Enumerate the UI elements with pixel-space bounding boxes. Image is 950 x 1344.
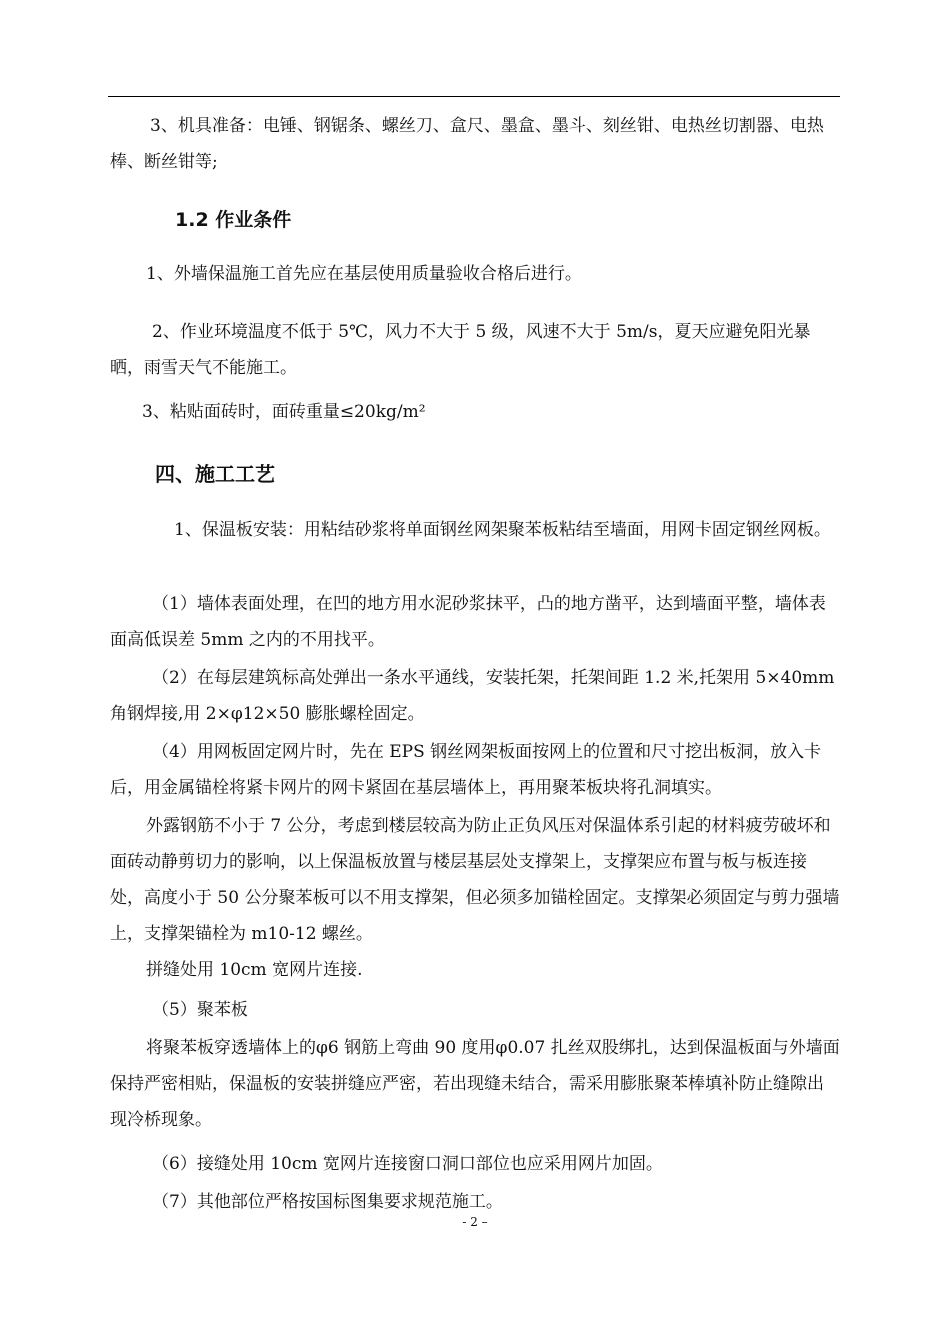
step-2-paragraph: （2）在每层建筑标高处弹出一条水平通线，安装托架，托架间距 1.2 米,托架用 5×40mm 角钢焊接,用 2×φ12×50 膨胀螺栓固定。 (110, 668, 835, 724)
step-4-paragraph: （4）用网板固定网片时，先在 EPS 钢丝网架板面按网上的位置和尺寸挖出板洞，放入卡后，用金属锚栓将紧卡网片的网卡紧固在基层墙体上，再用聚苯板块将孔洞填实。 (110, 742, 822, 798)
condition-1-paragraph: 1、外墙保温施工首先应在基层使用质量验收合格后进行。 (146, 264, 582, 284)
rebar-paragraph: 外露钢筋不小于 7 公分，考虑到楼层较高为防止正负风压对保温体系引起的材料疲劳破坏和面砖动静剪切力的影响，以上保温板放置与楼层基层处支撑架上，支撑架应布置与板与板连接处，高度小于 50 公分聚苯板可以不用支撑架，但必须多加锚栓固定。支撑架必须固定与剪力强墙上，支撑架锚栓为 m10-12 螺丝。 (110, 816, 840, 944)
joint-paragraph: 拼缝处用 10cm 宽网片连接. (146, 960, 363, 980)
step-6-paragraph: （6）接缝处用 10cm 宽网片连接窗口洞口部位也应采用网片加固。 (152, 1154, 663, 1174)
chapter-heading-process: 四、施工工艺 (155, 462, 275, 486)
condition-2-paragraph: 2、作业环境温度不低于 5℃，风力不大于 5 级，风速不大于 5m/s，夏天应避免阳光暴晒，雨雪天气不能施工。 (110, 322, 811, 378)
step-5-heading: （5）聚苯板 (152, 1000, 248, 1020)
condition-3-paragraph: 3、粘贴面砖时，面砖重量≤20kg/m² (142, 402, 426, 422)
step-5-detail-paragraph: 将聚苯板穿透墙体上的φ6 钢筋上弯曲 90 度用φ0.07 扎丝双股绑扎，达到保温板面与外墙面保持严密相贴，保温板的安装拼缝应严密，若出现缝未结合，需采用膨胀聚苯棒填补防止缝隙出现冷桥现象。 (110, 1038, 840, 1130)
step-1-paragraph: （1）墙体表面处理，在凹的地方用水泥砂浆抹平，凸的地方凿平，达到墙面平整，墙体表面高低误差 5mm 之内的不用找平。 (110, 594, 826, 650)
page-number: - 2 – (462, 1215, 488, 1229)
process-1-paragraph: 1、保温板安装：用粘结砂浆将单面钢丝网架聚苯板粘结至墙面，用网卡固定钢丝网板。 (174, 520, 831, 540)
section-heading-conditions: 1.2 作业条件 (175, 209, 292, 231)
tools-paragraph: 3、机具准备：电锤、钢锯条、螺丝刀、盒尺、墨盒、墨斗、刻丝钳、电热丝切割器、电热棒、断丝钳等; (110, 116, 824, 172)
step-7-paragraph: （7）其他部位严格按国标图集要求规范施工。 (152, 1192, 503, 1212)
header-rule (108, 96, 840, 97)
